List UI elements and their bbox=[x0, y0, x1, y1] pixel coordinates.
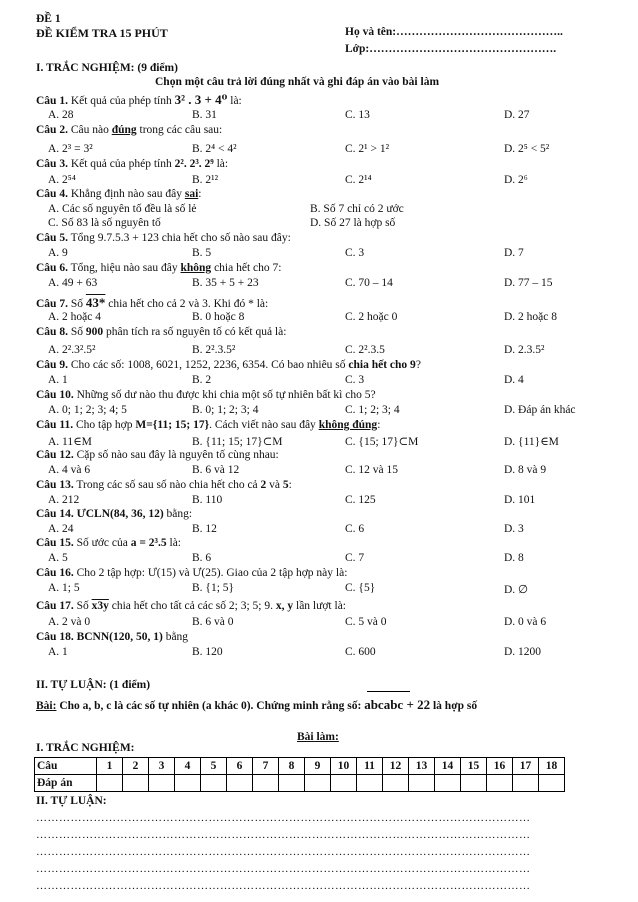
option-d[interactable]: D. 27 bbox=[504, 109, 530, 121]
question-label: Câu 11. bbox=[36, 419, 74, 431]
option-a[interactable]: A. 2 và 0 bbox=[48, 616, 91, 628]
answer-title: Bài làm: bbox=[297, 731, 339, 743]
option-b[interactable]: B. 6 và 12 bbox=[192, 464, 240, 476]
question-text: Số bbox=[70, 326, 83, 338]
question-number-cell: 1 bbox=[97, 758, 123, 775]
option-c[interactable]: C. 3 bbox=[345, 247, 365, 259]
answer-cell[interactable] bbox=[227, 775, 253, 792]
question-number: 2 bbox=[260, 479, 267, 491]
question-text: Số bbox=[70, 298, 83, 310]
question-text: Kết quả của phép tính bbox=[70, 95, 172, 107]
option-a[interactable]: A. 1 bbox=[48, 646, 68, 658]
option-d[interactable]: D. 1200 bbox=[504, 646, 542, 658]
option-b[interactable]: B. 6 bbox=[192, 552, 212, 564]
option-b[interactable]: B. 31 bbox=[192, 109, 217, 121]
answer-dotted-line[interactable]: ………………………………………………………………………………………………………………… bbox=[36, 863, 531, 875]
option-b[interactable]: B. 110 bbox=[192, 494, 223, 506]
option-c[interactable]: C. 12 và 15 bbox=[345, 464, 399, 476]
answer-cell[interactable] bbox=[487, 775, 513, 792]
option-d[interactable]: D. 77 – 15 bbox=[504, 277, 553, 289]
essay-expression-wrap bbox=[364, 697, 430, 712]
exam-title: ĐỀ KIỂM TRA 15 PHÚT bbox=[36, 26, 168, 40]
answer-table-header-row bbox=[35, 758, 565, 775]
question-number: x3y bbox=[91, 600, 109, 612]
answer-table bbox=[34, 757, 565, 792]
question-label: Câu 10. bbox=[36, 389, 74, 401]
question-5 bbox=[36, 232, 291, 244]
question-3 bbox=[36, 158, 228, 170]
question-text-tail: bằng: bbox=[166, 508, 193, 520]
option-a[interactable]: A. 2 hoặc 4 bbox=[48, 311, 102, 323]
question-label: Câu 18. bbox=[36, 631, 74, 643]
question-number-cell: 9 bbox=[305, 758, 331, 775]
question-text-tail: là: bbox=[169, 537, 181, 549]
question-number-cell: 7 bbox=[253, 758, 279, 775]
question-number-cell: 13 bbox=[409, 758, 435, 775]
option-c[interactable]: C. 2¹⁴ bbox=[345, 174, 372, 186]
option-a[interactable]: A. 5 bbox=[48, 552, 68, 564]
student-class-field[interactable]: Lớp:…………………………………………. bbox=[345, 43, 557, 55]
answer-cell[interactable] bbox=[175, 775, 201, 792]
question-text-tail: là: bbox=[216, 158, 229, 170]
question-label: Câu 4. bbox=[36, 188, 68, 200]
option-a[interactable]: A. 2³ = 3² bbox=[48, 143, 93, 155]
question-emphasis: x, y bbox=[275, 600, 294, 612]
option-b[interactable]: B. 35 + 5 + 23 bbox=[192, 277, 259, 289]
option-b[interactable]: B. 2 bbox=[192, 374, 212, 386]
question-number-cell: 16 bbox=[487, 758, 513, 775]
question-16 bbox=[36, 567, 347, 579]
question-number-cell: 6 bbox=[227, 758, 253, 775]
question-6 bbox=[36, 262, 281, 274]
option-a[interactable]: A. 2⁵⁴ bbox=[48, 174, 76, 186]
essay-label: Bài: bbox=[36, 700, 57, 712]
option-c[interactable]: C. 6 bbox=[345, 523, 365, 535]
question-text-tail: : bbox=[198, 188, 202, 200]
question-text-mid: chia hết cho tất cả các số 2; 3; 5; 9. bbox=[111, 600, 273, 612]
question-label: Câu 7. bbox=[36, 298, 68, 310]
exam-number: ĐỀ 1 bbox=[36, 13, 61, 25]
option-a[interactable]: A. 0; 1; 2; 3; 4; 5 bbox=[48, 404, 127, 416]
option-b[interactable]: B. 2¹² bbox=[192, 174, 219, 186]
option-a[interactable]: A. 11∈M bbox=[48, 436, 92, 448]
option-c[interactable]: C. 3 bbox=[345, 374, 365, 386]
answer-cell[interactable] bbox=[513, 775, 539, 792]
answer-cell[interactable] bbox=[435, 775, 461, 792]
question-label: Câu 14. bbox=[36, 508, 74, 520]
option-c[interactable]: C. 1; 2; 3; 4 bbox=[345, 404, 400, 416]
section2-title: II. TỰ LUẬN: (1 điểm) bbox=[36, 679, 151, 691]
question-text: Cho 2 tập hợp: Ư(15) và Ư(25). Giao của 2 tập hợp này là: bbox=[76, 567, 348, 579]
student-name-field[interactable]: Họ và tên:…………………………………….. bbox=[345, 26, 563, 38]
answer-cell[interactable] bbox=[331, 775, 357, 792]
question-text-tail: chia hết cho cả 2 và 3. Khi đó * là: bbox=[108, 298, 269, 310]
section1-instruction: Chọn một câu trả lời đúng nhất và ghi đáp án vào bài làm bbox=[155, 76, 440, 88]
answer-cell[interactable] bbox=[201, 775, 227, 792]
question-number-cell: 15 bbox=[461, 758, 487, 775]
section1-title: I. TRẮC NGHIỆM: (9 điểm) bbox=[36, 62, 178, 74]
answer-cell[interactable] bbox=[123, 775, 149, 792]
option-c[interactable]: C. {15; 17}⊂M bbox=[345, 436, 419, 448]
question-label: Câu 1. bbox=[36, 95, 68, 107]
question-number: 5 bbox=[282, 479, 289, 491]
question-number-cell: 2 bbox=[123, 758, 149, 775]
option-a[interactable]: A. Các số nguyên tố đều là số lẻ bbox=[48, 203, 197, 215]
overline-mark bbox=[367, 691, 410, 692]
answer-section2-title: II. TỰ LUẬN: bbox=[36, 795, 107, 807]
option-b[interactable]: B. {11; 15; 17}⊂M bbox=[192, 436, 283, 448]
option-c[interactable]: C. 600 bbox=[345, 646, 376, 658]
option-c[interactable]: C. 2 hoặc 0 bbox=[345, 311, 398, 323]
option-c[interactable]: C. 70 – 14 bbox=[345, 277, 393, 289]
question-label: Câu 15. bbox=[36, 537, 74, 549]
option-d[interactable]: D. 2.3.5² bbox=[504, 344, 545, 356]
answer-cell[interactable] bbox=[149, 775, 175, 792]
question-14 bbox=[36, 508, 192, 520]
question-15 bbox=[36, 537, 181, 549]
option-d[interactable]: D. {11}∈M bbox=[504, 436, 559, 448]
answer-dotted-line[interactable]: ………………………………………………………………………………………………………………… bbox=[36, 829, 531, 841]
question-label: Câu 13. bbox=[36, 479, 74, 491]
answer-table-answer-row bbox=[35, 775, 565, 792]
answer-cell[interactable] bbox=[253, 775, 279, 792]
essay-tail: là hợp số bbox=[432, 700, 478, 712]
question-expression: ƯCLN(84, 36, 12) bbox=[76, 508, 164, 520]
option-b[interactable]: B. 12 bbox=[192, 523, 217, 535]
answer-dotted-line[interactable]: ………………………………………………………………………………………………………………… bbox=[36, 812, 531, 824]
question-8 bbox=[36, 326, 286, 338]
question-set: M={11; 15; 17} bbox=[135, 419, 210, 431]
question-label: Câu 12. bbox=[36, 449, 74, 461]
answer-dotted-line[interactable]: ………………………………………………………………………………………………………………… bbox=[36, 880, 531, 892]
question-number-cell: 18 bbox=[539, 758, 565, 775]
question-text-tail: : bbox=[288, 479, 292, 491]
question-number-cell: 14 bbox=[435, 758, 461, 775]
essay-expression: abcabc + 22 bbox=[364, 697, 431, 712]
option-a[interactable]: A. 9 bbox=[48, 247, 68, 259]
question-text-tail: trong các câu sau: bbox=[139, 124, 223, 136]
option-b[interactable]: B. 6 và 0 bbox=[192, 616, 234, 628]
option-d[interactable]: D. Số 27 là hợp số bbox=[310, 217, 396, 229]
answer-cell[interactable] bbox=[357, 775, 383, 792]
option-c[interactable]: C. 2¹ > 1² bbox=[345, 143, 390, 155]
option-c[interactable]: C. 7 bbox=[345, 552, 365, 564]
question-1 bbox=[36, 92, 242, 108]
question-text-tail: phân tích ra số nguyên tố có kết quả là: bbox=[105, 326, 287, 338]
question-text: Cho tập hợp bbox=[75, 419, 133, 431]
option-b[interactable]: B. 120 bbox=[192, 646, 223, 658]
question-18 bbox=[36, 631, 188, 643]
question-text: Cho các số: 1008, 6021, 1252, 2236, 6354. Có bao nhiêu số bbox=[70, 359, 346, 371]
question-11 bbox=[36, 419, 380, 431]
question-text-tail: bằng bbox=[165, 631, 189, 643]
option-d[interactable]: D. 2⁵ < 5² bbox=[504, 143, 550, 155]
question-expression: 2². 2³. 2⁹ bbox=[174, 158, 214, 170]
question-4 bbox=[36, 188, 201, 200]
option-c[interactable]: C. Số 83 là số nguyên tố bbox=[48, 217, 161, 229]
option-a[interactable]: A. 49 + 63 bbox=[48, 277, 98, 289]
question-emphasis: sai bbox=[184, 188, 199, 200]
question-13 bbox=[36, 479, 292, 491]
option-a[interactable]: A. 28 bbox=[48, 109, 74, 121]
option-d[interactable]: D. 0 và 6 bbox=[504, 616, 547, 628]
question-label: Câu 5. bbox=[36, 232, 68, 244]
option-c[interactable]: C. {5} bbox=[345, 582, 376, 594]
answer-dotted-line[interactable]: ………………………………………………………………………………………………………………… bbox=[36, 846, 531, 858]
option-a[interactable]: A. 1; 5 bbox=[48, 582, 80, 594]
question-expression: 3² . 3 + 4⁰ bbox=[174, 92, 228, 107]
question-number-cell: 3 bbox=[149, 758, 175, 775]
option-b[interactable]: B. 2⁴ < 4² bbox=[192, 143, 237, 155]
question-expression: BCNN(120, 50, 1) bbox=[76, 631, 163, 643]
option-d[interactable]: D. ∅ bbox=[504, 584, 529, 596]
option-d[interactable]: D. Đáp án khác bbox=[504, 404, 576, 416]
question-text: Kết quả của phép tính bbox=[70, 158, 172, 170]
option-d[interactable]: D. 4 bbox=[504, 374, 524, 386]
question-label: Câu 9. bbox=[36, 359, 68, 371]
question-emphasis: không đúng bbox=[318, 419, 378, 431]
question-emphasis: đúng bbox=[111, 124, 137, 136]
question-text: Tổng, hiệu nào sau đây bbox=[70, 262, 178, 274]
question-number-cell: 12 bbox=[383, 758, 409, 775]
question-text: Số bbox=[76, 600, 89, 612]
question-label: Câu 3. bbox=[36, 158, 68, 170]
question-number: 43* bbox=[85, 295, 106, 310]
option-c[interactable]: C. 2².3.5 bbox=[345, 344, 385, 356]
option-c[interactable]: C. 13 bbox=[345, 109, 370, 121]
question-2 bbox=[36, 124, 222, 136]
answer-cell[interactable] bbox=[383, 775, 409, 792]
option-b[interactable]: B. 2².3.5² bbox=[192, 344, 236, 356]
answer-cell[interactable] bbox=[409, 775, 435, 792]
question-text: Khẳng định nào sau đây bbox=[70, 188, 182, 200]
question-text-mid: và bbox=[269, 479, 281, 491]
essay-text: Cho a, b, c là các số tự nhiên (a khác 0). Chứng minh rằng số: bbox=[59, 700, 362, 712]
question-number: 900 bbox=[85, 326, 104, 338]
question-text-mid: . Cách viết nào sau đây bbox=[209, 419, 316, 431]
question-7 bbox=[36, 295, 268, 311]
question-text: Trong các số sau số nào chia hết cho cả bbox=[76, 479, 258, 491]
question-label: Câu 17. bbox=[36, 600, 74, 612]
question-text: Những số dư nào thu được khi chia một số tự nhiên bất kì cho 5? bbox=[76, 389, 376, 401]
option-d[interactable]: D. 8 và 9 bbox=[504, 464, 547, 476]
answer-cell[interactable] bbox=[305, 775, 331, 792]
option-c[interactable]: C. 125 bbox=[345, 494, 376, 506]
option-b[interactable]: B. 5 bbox=[192, 247, 212, 259]
option-c[interactable]: C. 5 và 0 bbox=[345, 616, 387, 628]
option-d[interactable]: D. 101 bbox=[504, 494, 536, 506]
question-number-cell: 17 bbox=[513, 758, 539, 775]
option-a[interactable]: A. 24 bbox=[48, 523, 74, 535]
option-b[interactable]: B. 0; 1; 2; 3; 4 bbox=[192, 404, 259, 416]
essay-question bbox=[36, 697, 477, 713]
answer-header-label: Câu bbox=[35, 758, 97, 775]
question-label: Câu 6. bbox=[36, 262, 68, 274]
question-17 bbox=[36, 600, 346, 612]
option-a[interactable]: A. 4 và 6 bbox=[48, 464, 91, 476]
question-number-cell: 5 bbox=[201, 758, 227, 775]
question-text-tail: lần lượt là: bbox=[296, 600, 346, 612]
question-text-tail: ? bbox=[415, 359, 421, 371]
question-text: Tổng 9.7.5.3 + 123 chia hết cho số nào sau đây: bbox=[70, 232, 291, 244]
option-a[interactable]: A. 212 bbox=[48, 494, 80, 506]
question-text: Số ước của bbox=[76, 537, 128, 549]
option-d[interactable]: D. 8 bbox=[504, 552, 524, 564]
answer-cell[interactable] bbox=[461, 775, 487, 792]
option-a[interactable]: A. 2².3².5² bbox=[48, 344, 96, 356]
question-text: Cặp số nào sau đây là nguyên tố cùng nhau: bbox=[76, 449, 279, 461]
answer-cell[interactable] bbox=[539, 775, 565, 792]
question-emphasis: chia hết cho 9 bbox=[348, 359, 416, 371]
question-label: Câu 8. bbox=[36, 326, 68, 338]
answer-cell[interactable] bbox=[97, 775, 123, 792]
question-emphasis: không bbox=[180, 262, 212, 274]
question-number-cell: 4 bbox=[175, 758, 201, 775]
question-9 bbox=[36, 359, 421, 371]
option-b[interactable]: B. Số 7 chỉ có 2 ước bbox=[310, 203, 404, 215]
question-label: Câu 2. bbox=[36, 124, 68, 136]
option-d[interactable]: D. 2 hoặc 8 bbox=[504, 311, 558, 323]
option-d[interactable]: D. 2⁶ bbox=[504, 174, 528, 186]
question-number-cell: 8 bbox=[279, 758, 305, 775]
question-label: Câu 16. bbox=[36, 567, 74, 579]
question-number-cell: 11 bbox=[357, 758, 383, 775]
option-a[interactable]: A. 1 bbox=[48, 374, 68, 386]
question-number-cell: 10 bbox=[331, 758, 357, 775]
answer-row-label: Đáp án bbox=[35, 775, 97, 792]
question-text-tail: : bbox=[377, 419, 381, 431]
question-12 bbox=[36, 449, 279, 461]
option-b[interactable]: B. 0 hoặc 8 bbox=[192, 311, 245, 323]
question-text-tail: chia hết cho 7: bbox=[214, 262, 282, 274]
option-b[interactable]: B. {1; 5} bbox=[192, 582, 235, 594]
answer-section1-title: I. TRẮC NGHIỆM: bbox=[36, 742, 135, 754]
question-text-tail: là: bbox=[230, 95, 242, 107]
question-text: Câu nào bbox=[70, 124, 109, 136]
option-d[interactable]: D. 3 bbox=[504, 523, 524, 535]
answer-cell[interactable] bbox=[279, 775, 305, 792]
question-expression: a = 2³.5 bbox=[130, 537, 167, 549]
question-10 bbox=[36, 389, 376, 401]
option-d[interactable]: D. 7 bbox=[504, 247, 524, 259]
